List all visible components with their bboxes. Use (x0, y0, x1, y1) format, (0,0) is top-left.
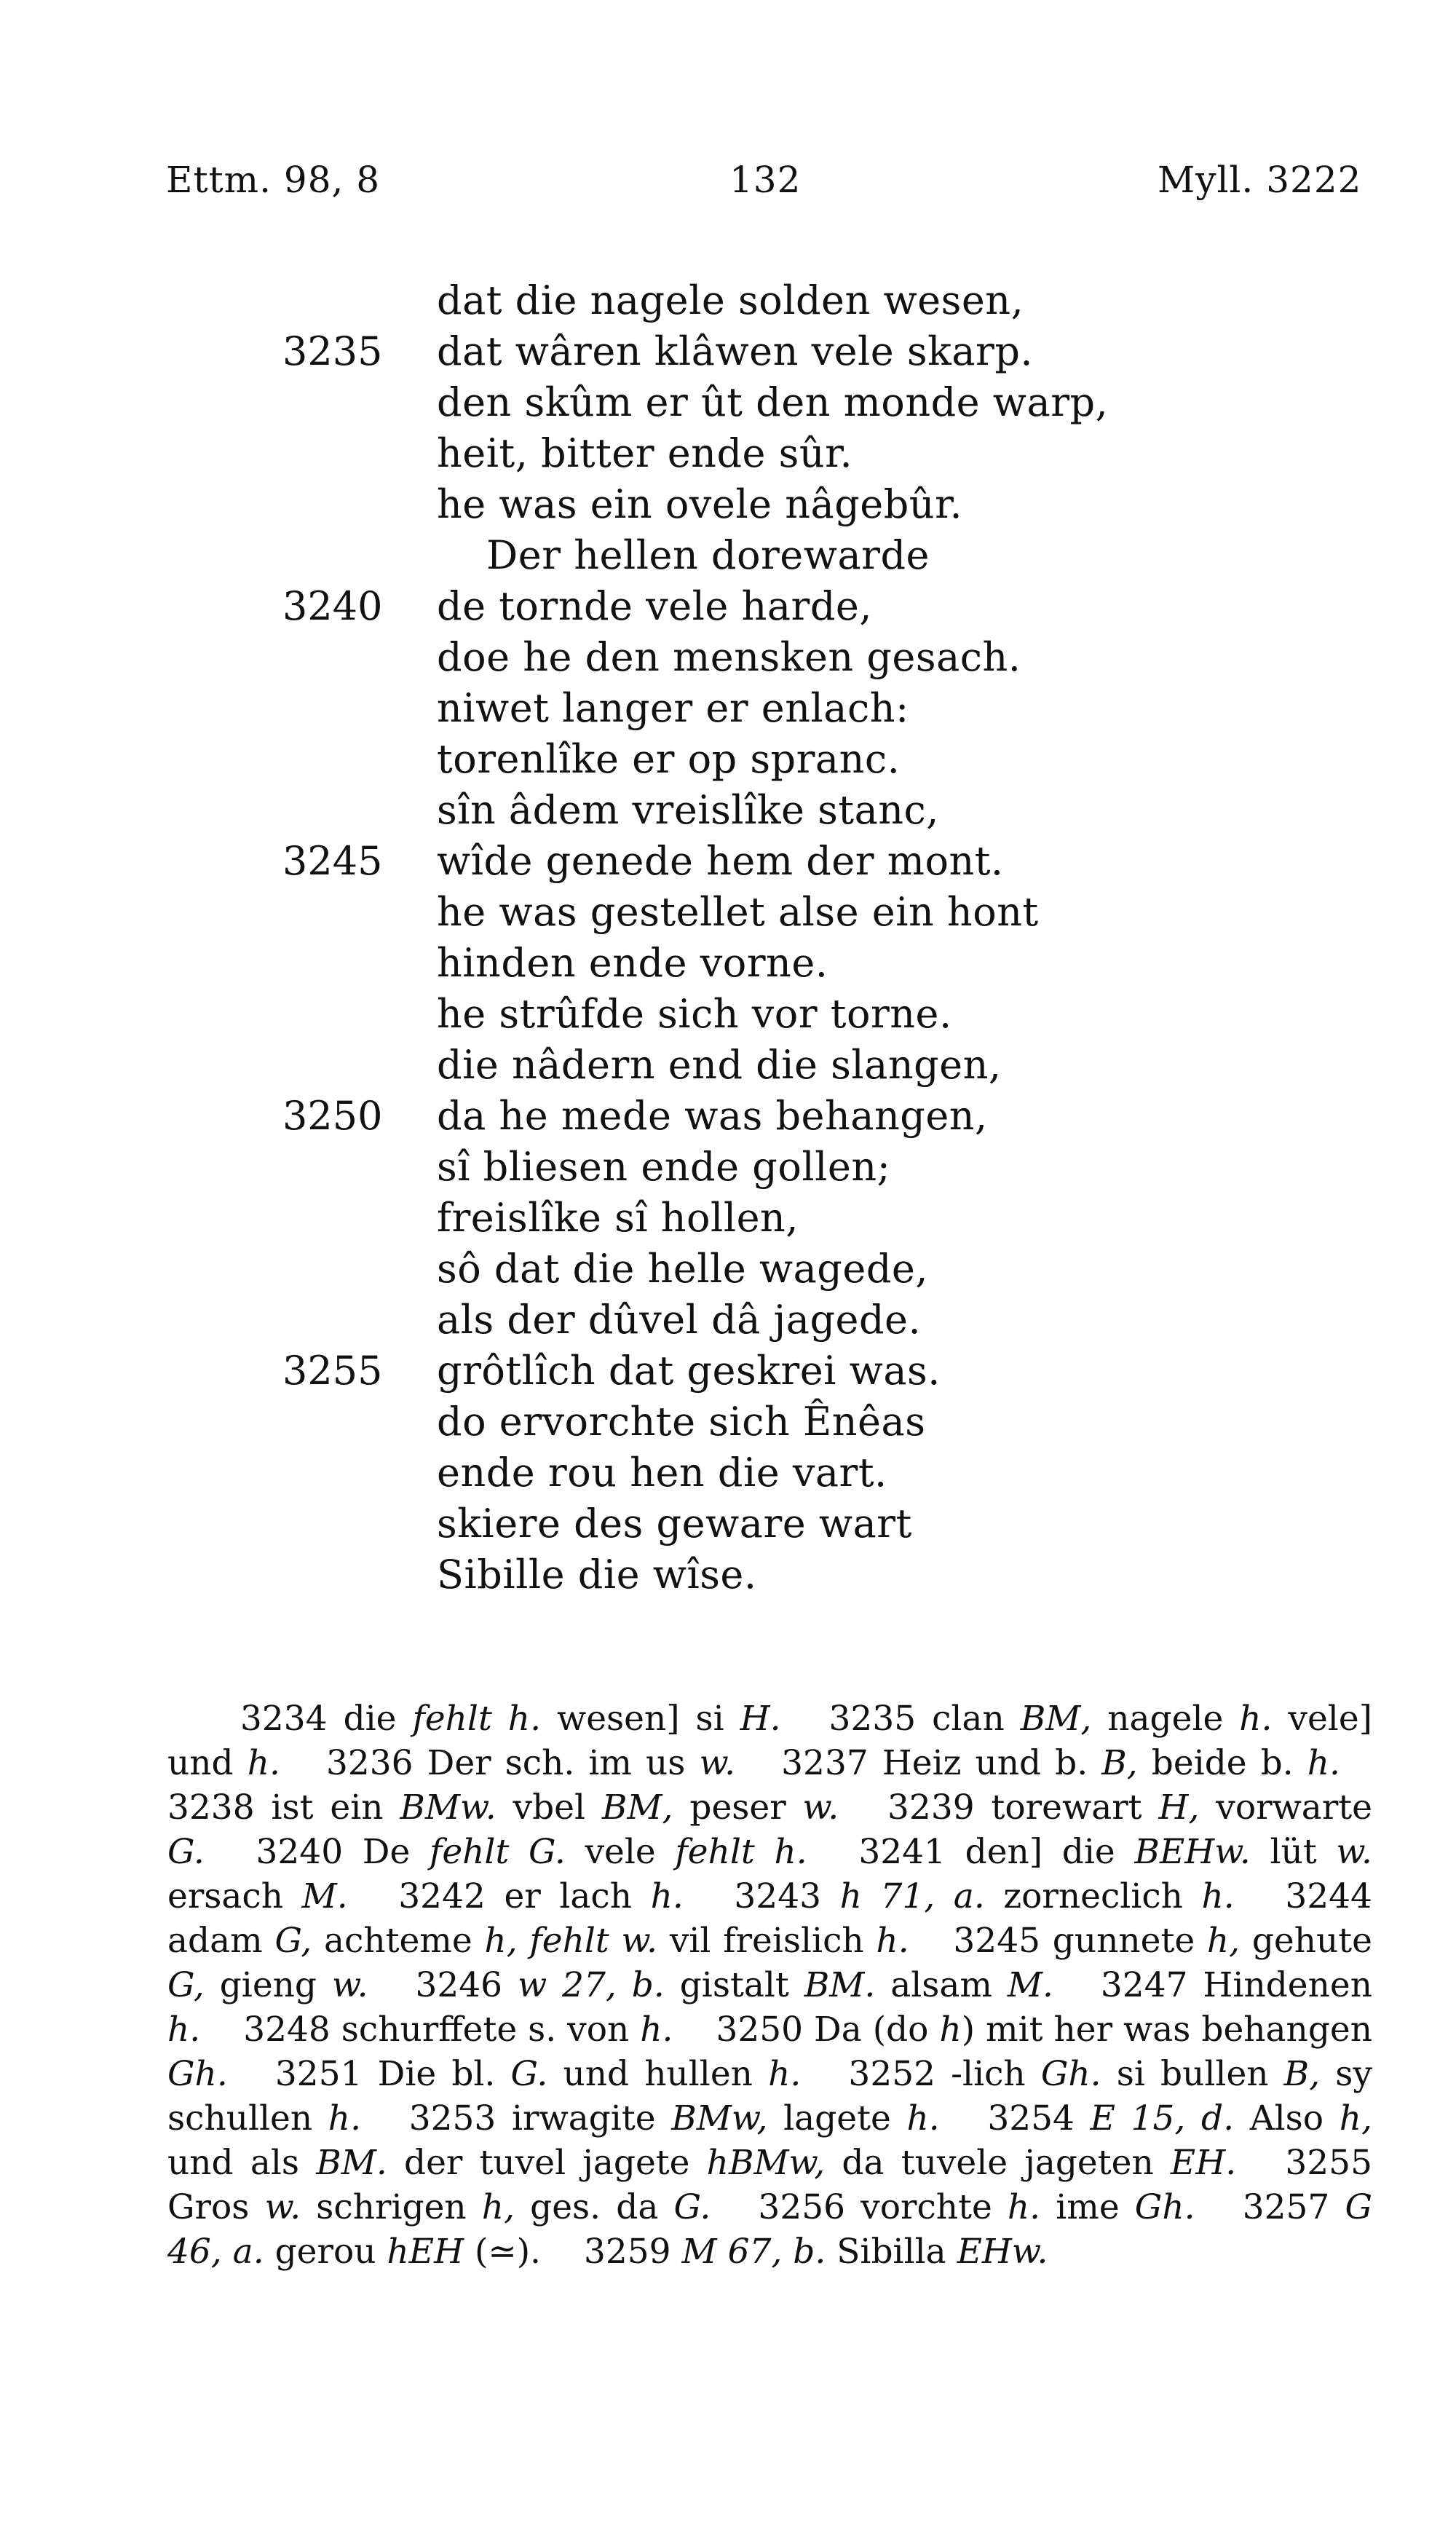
verse-text: he was gestellet alse ein hont (437, 889, 1039, 935)
apparatus-paragraph (167, 1696, 1372, 2274)
verse-line (0, 1447, 1456, 1498)
apparatus-note: 3257 G 46, a. gerou hEH (≃). (167, 2187, 1372, 2272)
apparatus-note: 3240 De fehlt G. vele fehlt h. (256, 1832, 807, 1872)
verse-line (0, 938, 1456, 989)
verse-line (0, 1193, 1456, 1244)
verse-text: den skûm er ût den monde warp, (437, 379, 1109, 425)
apparatus-note: 3239 torewart H, vorwarte G. (167, 1788, 1372, 1872)
verse-line (0, 275, 1456, 326)
verse-line (0, 1498, 1456, 1549)
verse-line (0, 1244, 1456, 1295)
verse-text: skiere des geware wart (437, 1501, 912, 1547)
verse-line (0, 1397, 1456, 1447)
header-right-reference: Myll. 3222 (1158, 159, 1362, 201)
apparatus-note: 3251 Die bl. G. und hullen h. (274, 2054, 802, 2094)
verse-line (0, 734, 1456, 785)
verse-line (0, 989, 1456, 1040)
verse-text: doe he den mensken gesach. (437, 634, 1021, 680)
verse-line (0, 1295, 1456, 1346)
line-number: 3255 (282, 1348, 383, 1394)
apparatus-note: 3254 E 15, d. Also h, und als BM. der tuvel jagete hBMw, da tuvele jageten EH. (167, 2098, 1372, 2183)
apparatus-note: 3259 M 67, b. Sibilla EHw. (583, 2232, 1048, 2272)
verse-line (0, 530, 1456, 581)
line-number: 3250 (282, 1093, 383, 1139)
apparatus-note: 3243 h 71, a. zorneclich h. (734, 1876, 1235, 1916)
critical-apparatus (167, 1696, 1372, 2274)
verse-text: wîde genede hem der mont. (437, 838, 1004, 884)
apparatus-note: 3248 schurffete s. von h. (243, 2010, 673, 2050)
page-number: 132 (729, 159, 802, 201)
verse-text: he strûfde sich vor torne. (437, 991, 952, 1037)
apparatus-note: 3253 irwagite BMw, lagete h. (408, 2098, 940, 2138)
verse-text: de tornde vele harde, (437, 583, 873, 629)
verse-line (0, 1549, 1456, 1600)
verse-line (0, 326, 1456, 377)
apparatus-note: 3247 Hindenen h. (167, 1965, 1372, 2050)
verse-text: niwet langer er enlach: (437, 685, 909, 731)
verse-text: do ervorchte sich Ênêas (437, 1399, 926, 1445)
verse-text: dat die nagele solden wesen, (437, 277, 1024, 323)
apparatus-note: 3234 die fehlt h. wesen] si H. (240, 1699, 781, 1739)
verse-line (0, 581, 1456, 632)
apparatus-note: 3256 vorchte h. ime Gh. (758, 2187, 1195, 2227)
line-number: 3245 (282, 838, 383, 884)
apparatus-note: 3236 Der sch. im us w. (325, 1743, 736, 1783)
verse-line (0, 1040, 1456, 1091)
verse-line (0, 479, 1456, 530)
apparatus-note: 3245 gunnete h, gehute G, gieng w. (167, 1921, 1372, 2005)
verse-text: als der dûvel dâ jagede. (437, 1297, 922, 1343)
line-number: 3240 (282, 583, 383, 629)
verse-text: die nâdern end die slangen, (437, 1042, 1002, 1088)
apparatus-note: 3242 er lach h. (398, 1876, 684, 1916)
apparatus-note: 3238 ist ein BMw. vbel BM, peser w. (167, 1788, 839, 1828)
verse-line (0, 1091, 1456, 1142)
apparatus-note: 3246 w 27, b. gistalt BM. alsam M. (415, 1965, 1053, 2005)
verse-text: torenlîke er op spranc. (437, 736, 901, 782)
verse-line (0, 632, 1456, 683)
verse-text: grôtlîch dat geskrei was. (437, 1348, 941, 1394)
verse-text: dat wâren klâwen vele skarp. (437, 328, 1034, 374)
verse-text: ende rou hen die vart. (437, 1450, 887, 1496)
verse-line (0, 1346, 1456, 1397)
verse-text: heit, bitter ende sûr. (437, 430, 853, 476)
apparatus-note: 3255 Gros w. schrigen h, ges. da G. (167, 2143, 1372, 2227)
verse-text: sî bliesen ende gollen; (437, 1144, 891, 1190)
verse-text: sô dat die helle wagede, (437, 1246, 929, 1292)
apparatus-note: 3252 -lich Gh. si bullen B, sy schullen h. (167, 2054, 1372, 2138)
header-left-reference: Ettm. 98, 8 (166, 159, 381, 201)
verse-line (0, 1142, 1456, 1193)
verse-text: Der hellen dorewarde (486, 532, 930, 578)
verse-text: sîn âdem vreislîke stanc, (437, 787, 939, 833)
apparatus-note: 3237 Heiz und b. B, beide b. h. (781, 1743, 1340, 1783)
verse-text: da he mede was behangen, (437, 1093, 988, 1139)
verse-text: hinden ende vorne. (437, 940, 828, 986)
apparatus-note: 3250 Da (do h) mit her was behangen Gh. (167, 2010, 1373, 2094)
verse-line (0, 887, 1456, 938)
verse-text: freislîke sî hollen, (437, 1195, 799, 1241)
apparatus-note: 3241 den] die BEHw. lüt w. ersach M. (167, 1832, 1372, 1916)
page-header (0, 159, 1456, 210)
verse-text: he was ein ovele nâgebûr. (437, 481, 963, 527)
verse-text: Sibille die wîse. (437, 1552, 757, 1597)
verse-line (0, 836, 1456, 887)
apparatus-note: 3244 adam G, achteme h, fehlt w. vil freislich h. (167, 1876, 1372, 1961)
verse-line (0, 683, 1456, 734)
verse-line (0, 377, 1456, 428)
poem-text (0, 275, 1456, 1600)
apparatus-note: 3235 clan BM, nagele h. vele] und h. (167, 1699, 1372, 1783)
verse-line (0, 785, 1456, 836)
line-number: 3235 (282, 328, 383, 374)
verse-line (0, 428, 1456, 479)
